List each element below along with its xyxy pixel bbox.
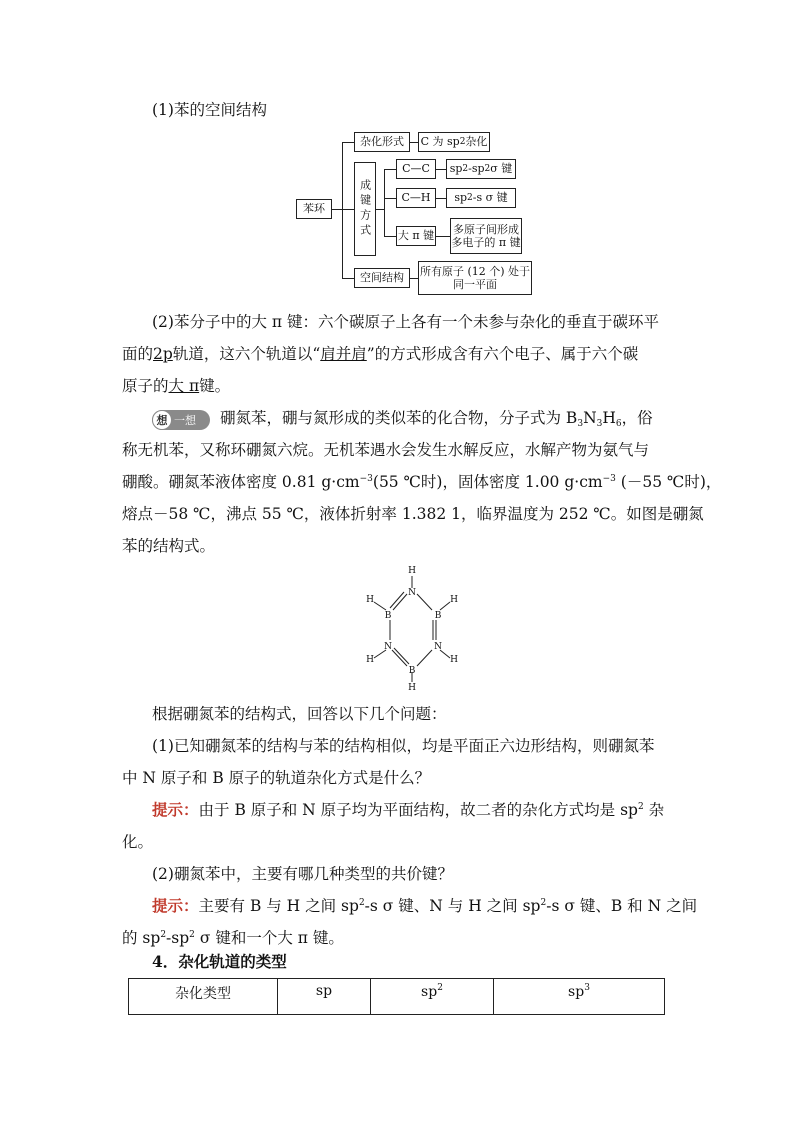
atom-h-bottom: H (408, 683, 416, 693)
tree-root: 苯环 (296, 199, 332, 219)
atom-n-lower-right: N (434, 642, 442, 652)
atom-n-top: N (408, 588, 416, 598)
tree-pi-bond: 大 π 键 (396, 226, 436, 246)
tree-ch: C—H (396, 188, 436, 208)
para2-line2: 面的2p轨道，这六个轨道以“肩并肩”的方式形成含有六个电子、属于六个碳 (122, 345, 639, 363)
para2-line3: 原子的大 π键。 (122, 377, 231, 395)
atom-h-upper-right: H (450, 595, 458, 605)
atom-b-upper-right: B (434, 611, 442, 621)
table-header-sp2: $sp^2$ (371, 979, 494, 1015)
benzene-structure-tree (290, 128, 540, 298)
q1-line1: (1)已知硼氮苯的结构与苯的结构相似，均是平面正六边形结构，则硼氮苯 (152, 737, 655, 755)
think-line2: 称无机苯，又称环硼氮六烷。无机苯遇水会发生水解反应，水解产物为氨气与 (122, 441, 650, 459)
table-header-type: 杂化类型 (129, 979, 278, 1015)
think-line4: 熔点－58 ℃，沸点 55 ℃，液体折射率 1.382 1，临界温度为 252 ℃。如图是硼氮 (122, 505, 704, 523)
table-header-sp: sp (278, 979, 371, 1015)
a2-line2: 的 $sp^2-sp^2$ σ 键和一个大 π 键。 (122, 929, 344, 947)
think-badge: 想 一想 (152, 410, 210, 430)
para2-line1: (2)苯分子中的大 π 键：六个碳原子上各有一个未参与杂化的垂直于碳环平 (152, 313, 659, 331)
atom-h-lower-right: H (450, 655, 458, 665)
a1-line2: 化。 (122, 833, 154, 851)
tree-spatial-desc: 所有原子 (12 个) 处于 同一平面 (418, 261, 532, 295)
table-row (129, 979, 665, 1015)
hint-label: 提示： (152, 800, 199, 819)
q1-line2: 中 N 原子和 B 原子的轨道杂化方式是什么？ (122, 769, 431, 787)
questions-intro: 根据硼氮苯的结构式，回答以下几个问题： (152, 705, 447, 723)
tree-hybrid-value: C 为 sp 2 杂化 (418, 132, 490, 152)
table-header-sp3: $sp^3$ (494, 979, 665, 1015)
think-line1: 想 一想 硼氮苯，硼与氮形成的类似苯的化合物，分子式为 $B_3N_3H_6$，俗 (152, 406, 653, 429)
section-title-benzene-structure: (1)苯的空间结构 (152, 101, 267, 119)
think-line3: 硼酸。硼氮苯液体密度 0.81 $g\cdot cm^{-3}(55$ ℃时)，固体密度 1.00 $g\cdot cm^{-3}$ (－55 ℃时)， (122, 473, 722, 491)
borazine-structure-diagram (360, 562, 470, 694)
think-line5: 苯的结构式。 (122, 537, 216, 555)
atom-h-lower-left: H (366, 655, 374, 665)
hybrid-types-table (128, 978, 665, 1015)
tree-pi-desc: 多原子间形成 多电子的 π 键 (450, 218, 522, 254)
atom-b-bottom: B (408, 666, 416, 676)
a1-line1: 提示：由于 B 原子和 N 原子均为平面结构，故二者的杂化方式均是 $sp^2$ 杂 (152, 800, 665, 819)
tree-spatial: 空间结构 (354, 268, 410, 288)
hint-label: 提示： (152, 896, 199, 915)
tree-bond-method: 成键方式 (354, 162, 376, 256)
tree-ch-bond: sp 2 -s σ 键 (446, 188, 516, 208)
atom-n-lower-left: N (384, 642, 392, 652)
section-title-hybrid-types: 4．杂化轨道的类型 (152, 952, 287, 971)
tree-cc: C—C (396, 159, 436, 179)
q2: (2)硼氮苯中，主要有哪几种类型的共价键？ (152, 865, 453, 883)
atom-h-upper-left: H (366, 595, 374, 605)
atom-h-top: H (408, 566, 416, 576)
tree-hybrid-form: 杂化形式 (354, 132, 410, 152)
atom-b-upper-left: B (384, 611, 392, 621)
tree-cc-bond: sp 2 -sp 2 σ 键 (446, 159, 516, 179)
a2-line1: 提示：主要有 B 与 H 之间 $sp^2-s$ σ 键、N 与 H 之间 $sp^2-s$ σ 键、B 和 N 之间 (152, 896, 698, 915)
